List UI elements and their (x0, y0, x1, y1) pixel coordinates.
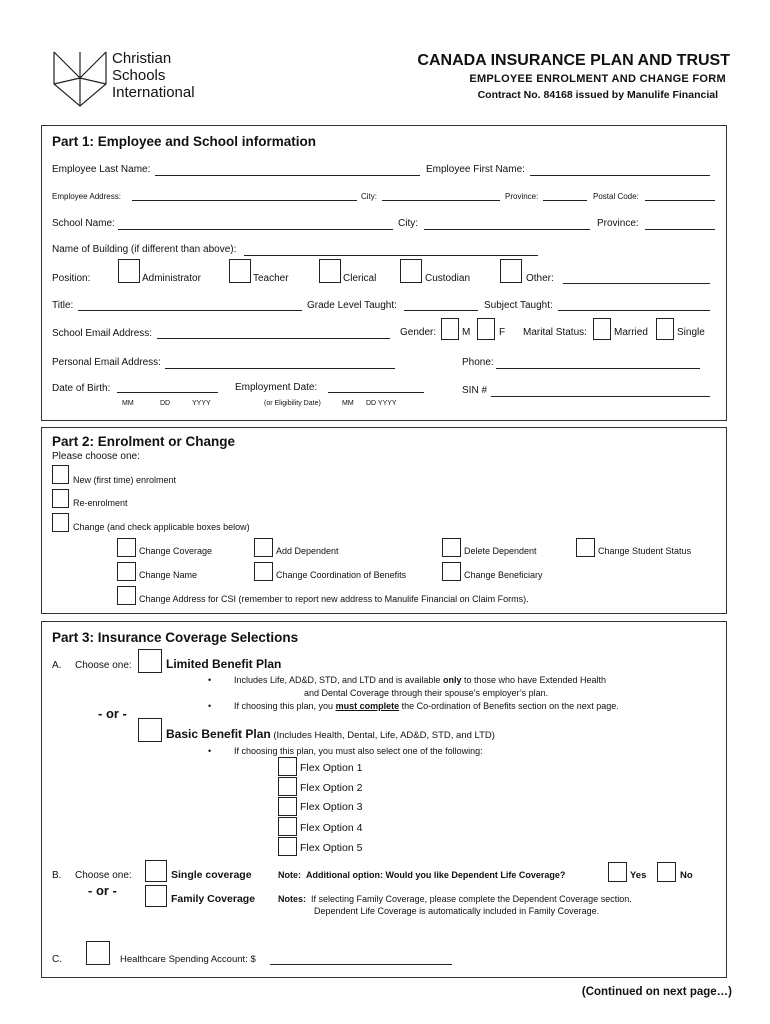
flex-option-3-checkbox[interactable] (278, 797, 297, 816)
limited-bullet-1-bold: only (442, 675, 462, 685)
dependent-life-yes-checkbox[interactable] (608, 862, 627, 882)
flex-option-3-label: Flex Option 3 (300, 801, 363, 813)
basic-bullet-1-text: If choosing this plan, you must also select one of the following: (234, 746, 483, 756)
school-province-field[interactable] (645, 229, 715, 230)
address-province-label: Province: (505, 192, 539, 201)
address-label: Employee Address: (52, 192, 121, 201)
marital-single-checkbox[interactable] (656, 318, 674, 340)
note-text: Additional option: Would you like Dependent Life Coverage? (306, 870, 566, 880)
address-city-field[interactable] (382, 200, 500, 201)
reenrolment-checkbox[interactable] (52, 489, 69, 508)
emp-mm-hint: MM (342, 400, 354, 407)
logo-line-3: International (112, 84, 195, 101)
change-coverage-label: Change Coverage (139, 546, 213, 556)
family-coverage-label: Family Coverage (171, 893, 256, 905)
dob-mm-hint: MM (122, 400, 134, 407)
add-dependent-checkbox[interactable] (254, 538, 273, 557)
basic-plan-checkbox[interactable] (138, 718, 162, 742)
phone-field[interactable] (496, 368, 700, 369)
reenrolment-label: Re-enrolment (73, 498, 128, 508)
gender-f-checkbox[interactable] (477, 318, 495, 340)
personal-email-field[interactable] (165, 368, 395, 369)
delete-dependent-label: Delete Dependent (464, 546, 537, 556)
logo-emblem-icon (50, 48, 112, 110)
position-administrator-checkbox[interactable] (118, 259, 140, 283)
marital-status-label: Marital Status: (523, 327, 587, 338)
or-separator-a: - or - (98, 706, 127, 721)
change-address-checkbox[interactable] (117, 586, 136, 605)
sin-field[interactable] (491, 396, 710, 397)
last-name-field[interactable] (155, 175, 420, 176)
hsa-checkbox[interactable] (86, 941, 110, 965)
change-checkbox[interactable] (52, 513, 69, 532)
position-other-checkbox[interactable] (500, 259, 522, 283)
subject-label: Subject Taught: (484, 300, 553, 311)
flex-option-2-label: Flex Option 2 (300, 782, 363, 794)
gender-label: Gender: (400, 327, 437, 338)
single-coverage-label: Single coverage (171, 869, 252, 881)
dependent-life-yes-label: Yes (630, 870, 647, 881)
dependent-life-no-label: No (680, 870, 693, 881)
dob-yyyy-hint: YYYY (192, 400, 211, 407)
dob-label: Date of Birth: (52, 383, 111, 394)
school-email-field[interactable] (157, 338, 390, 339)
contract-number: Contract No. 84168 issued by Manulife Financial (477, 89, 718, 101)
flex-option-1-label: Flex Option 1 (300, 762, 363, 774)
dependent-life-note (278, 870, 565, 880)
position-other-field[interactable] (563, 283, 710, 284)
marital-single-label: Single (677, 327, 705, 338)
limited-bullet-2-pre: If choosing this plan, you (234, 701, 336, 711)
school-city-label: City: (398, 218, 418, 229)
form-title: CANADA INSURANCE PLAN AND TRUST (417, 52, 730, 69)
section-b-label: B. (52, 870, 62, 881)
logo-line-1: Christian (112, 50, 172, 67)
limited-bullet-2-bold: must complete (335, 701, 400, 711)
change-label: Change (and check applicable boxes below) (73, 522, 250, 532)
limited-bullet-1-pre: Includes Life, AD&D, STD, and LTD and is available (234, 675, 443, 685)
change-address-label: Change Address for CSI (remember to report new address to Manulife Financial on Claim Forms). (139, 594, 529, 604)
dependent-life-no-checkbox[interactable] (657, 862, 676, 882)
grade-label: Grade Level Taught: (307, 300, 397, 311)
gender-f-label: F (499, 327, 506, 338)
first-name-label: Employee First Name: (426, 164, 525, 175)
school-province-label: Province: (597, 218, 639, 229)
building-field[interactable] (244, 255, 538, 256)
family-notes (278, 894, 632, 904)
position-teacher-label: Teacher (253, 273, 289, 284)
single-coverage-checkbox[interactable] (145, 860, 167, 882)
change-beneficiary-checkbox[interactable] (442, 562, 461, 581)
flex-option-4-checkbox[interactable] (278, 817, 297, 836)
part2-heading: Part 2: Enrolment or Change (52, 434, 236, 449)
section-c-label: C. (52, 954, 62, 965)
gender-m-label: M (462, 327, 471, 338)
emp-dd-yyyy-hint: DD YYYY (366, 400, 397, 407)
limited-bullet-1-line2: and Dental Coverage through their spouse’s employer’s plan. (304, 688, 549, 698)
title-field[interactable] (78, 310, 302, 311)
delete-dependent-checkbox[interactable] (442, 538, 461, 557)
limited-bullet-2-post: the Co-ordination of Benefits section on the next page. (399, 701, 619, 711)
basic-plan-title: Basic Benefit Plan (166, 727, 271, 741)
position-clerical-label: Clerical (343, 273, 377, 284)
school-name-field[interactable] (118, 229, 393, 230)
flex-option-5-label: Flex Option 5 (300, 842, 363, 854)
personal-email-label: Personal Email Address: (52, 357, 161, 368)
change-name-checkbox[interactable] (117, 562, 136, 581)
limited-plan-label: Limited Benefit Plan (166, 657, 282, 671)
first-name-field[interactable] (530, 175, 710, 176)
grade-field[interactable] (404, 310, 478, 311)
position-other-label: Other: (526, 273, 554, 284)
limited-bullet-1-post: to those who have Extended Health (461, 675, 607, 685)
position-custodian-label: Custodian (425, 273, 471, 284)
change-cob-label: Change Coordination of Benefits (276, 570, 407, 580)
hsa-amount-field[interactable] (270, 964, 452, 965)
eligibility-hint: (or Eligibility Date) (264, 400, 321, 407)
dob-field[interactable] (117, 392, 218, 393)
address-city-label: City: (361, 192, 377, 201)
continued-note: (Continued on next page…) (581, 986, 732, 998)
family-coverage-checkbox[interactable] (145, 885, 167, 907)
change-beneficiary-label: Change Beneficiary (464, 570, 543, 580)
position-administrator-label: Administrator (142, 273, 201, 284)
new-enrolment-label: New (first time) enrolment (73, 475, 177, 485)
part2-section (41, 427, 727, 614)
note-label: Note: (278, 870, 301, 880)
building-label: Name of Building (if different than above): (52, 244, 237, 255)
position-teacher-checkbox[interactable] (229, 259, 251, 283)
part3-heading: Part 3: Insurance Coverage Selections (52, 630, 299, 645)
postal-code-label: Postal Code: (593, 192, 639, 201)
marital-married-label: Married (614, 327, 648, 338)
hsa-label: Healthcare Spending Account: $ (120, 954, 256, 965)
limited-plan-checkbox[interactable] (138, 649, 162, 673)
notes-line-1: If selecting Family Coverage, please complete the Dependent Coverage section. (311, 894, 632, 904)
position-clerical-checkbox[interactable] (319, 259, 341, 283)
position-label: Position: (52, 273, 91, 284)
school-name-label: School Name: (52, 218, 115, 229)
change-student-status-label: Change Student Status (598, 546, 692, 556)
last-name-label: Employee Last Name: (52, 164, 151, 175)
flex-option-1-checkbox[interactable] (278, 757, 297, 776)
school-email-label: School Email Address: (52, 328, 153, 339)
change-student-status-checkbox[interactable] (576, 538, 595, 557)
basic-plan-label (166, 727, 495, 741)
add-dependent-label: Add Dependent (276, 546, 339, 556)
section-a-label: A. (52, 660, 62, 671)
new-enrolment-checkbox[interactable] (52, 465, 69, 484)
logo-line-2: Schools (112, 67, 166, 84)
flex-option-4-label: Flex Option 4 (300, 822, 363, 834)
dob-dd-hint: DD (160, 400, 171, 407)
basic-bullet-1 (234, 746, 483, 756)
or-separator-b: - or - (88, 883, 117, 898)
marital-married-checkbox[interactable] (593, 318, 611, 340)
address-province-field[interactable] (543, 200, 587, 201)
postal-code-field[interactable] (645, 200, 715, 201)
flex-option-2-checkbox[interactable] (278, 777, 297, 796)
section-a-choose-one: Choose one: (75, 660, 132, 671)
notes-label: Notes: (278, 894, 307, 904)
employment-date-label: Employment Date: (235, 382, 318, 393)
address-field[interactable] (132, 200, 357, 201)
employment-date-field[interactable] (328, 392, 424, 393)
position-custodian-checkbox[interactable] (400, 259, 422, 283)
basic-plan-note: (Includes Health, Dental, Life, AD&D, STD, and LTD) (270, 730, 495, 741)
section-b-choose-one: Choose one: (75, 870, 132, 881)
phone-label: Phone: (462, 357, 494, 368)
subject-field[interactable] (558, 310, 710, 311)
notes-line-2: Dependent Life Coverage is automatically included in Family Coverage. (314, 906, 600, 916)
part2-instruction: Please choose one: (52, 451, 140, 462)
title-label: Title: (52, 300, 74, 311)
limited-bullet-2 (234, 701, 619, 711)
form-subtitle: EMPLOYEE ENROLMENT AND CHANGE FORM (469, 73, 726, 85)
flex-option-5-checkbox[interactable] (278, 837, 297, 856)
limited-bullet-1 (234, 675, 606, 685)
part1-heading: Part 1: Employee and School information (52, 134, 317, 149)
change-coverage-checkbox[interactable] (117, 538, 136, 557)
sin-label: SIN # (462, 385, 488, 396)
change-cob-checkbox[interactable] (254, 562, 273, 581)
change-name-label: Change Name (139, 570, 198, 580)
gender-m-checkbox[interactable] (441, 318, 459, 340)
school-city-field[interactable] (424, 229, 590, 230)
